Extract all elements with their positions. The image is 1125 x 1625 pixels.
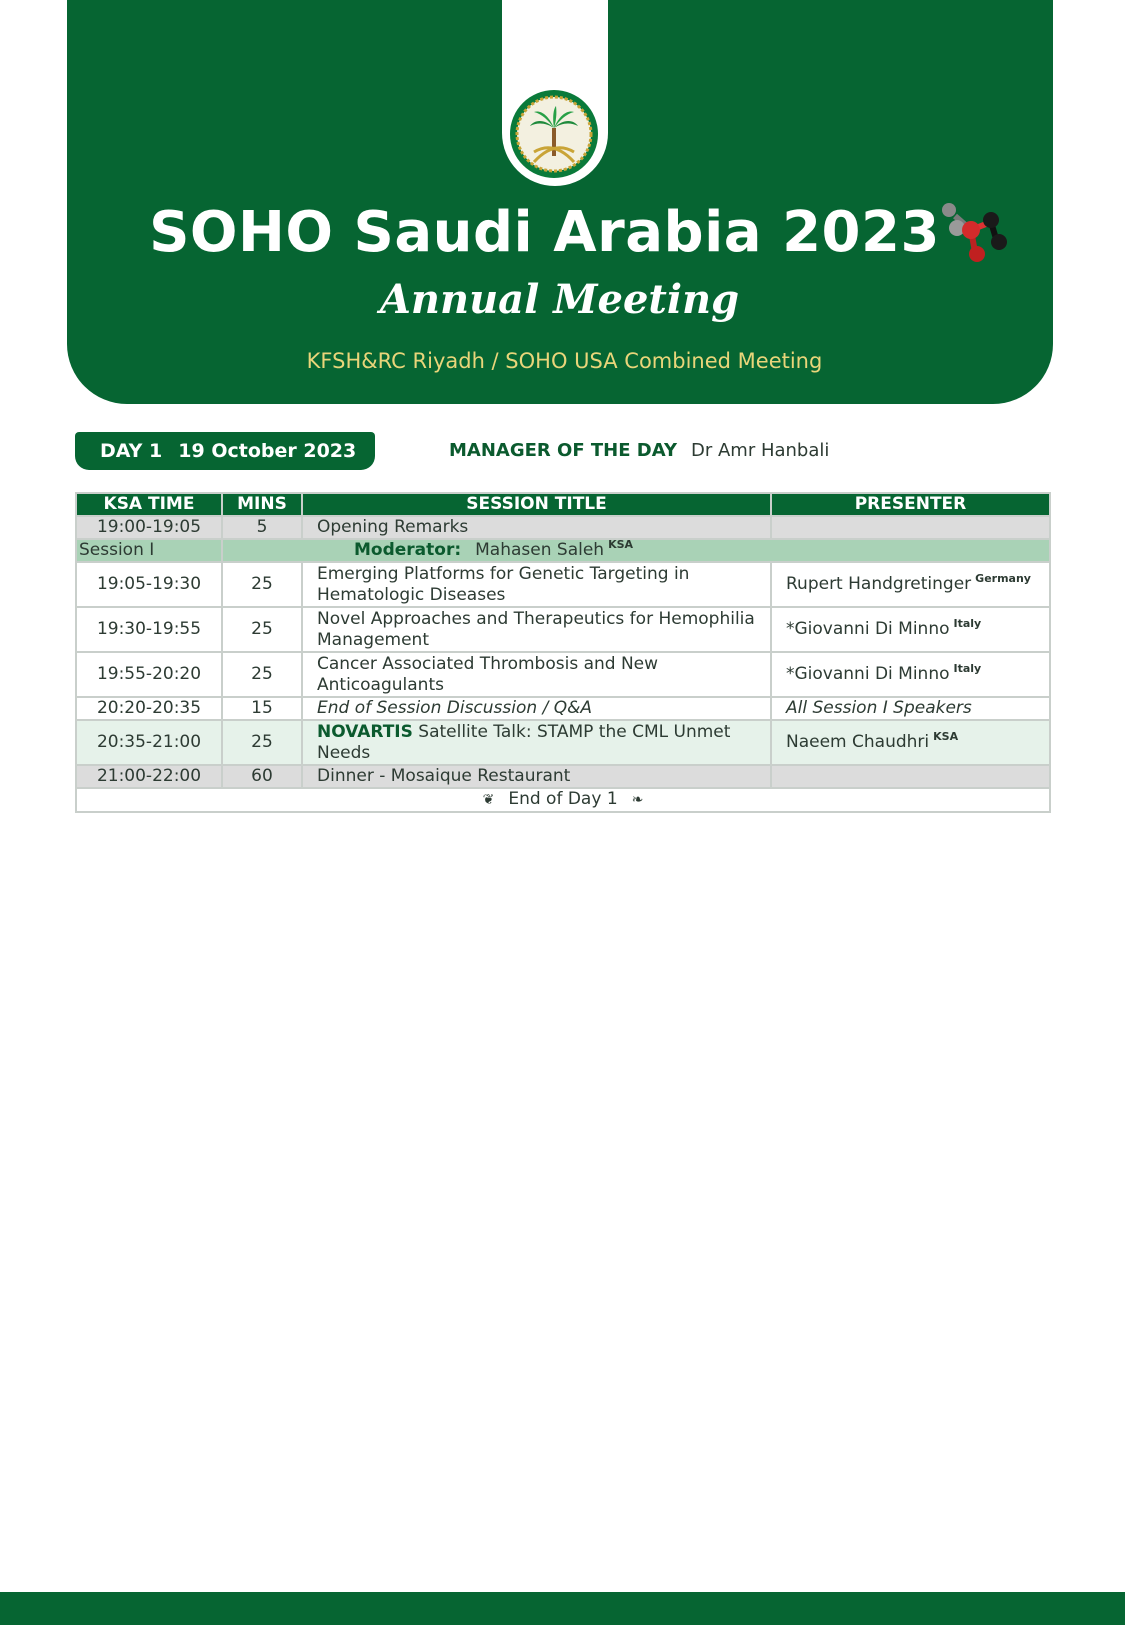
time-cell: 19:00-19:05 — [76, 516, 222, 539]
moderator-label: Moderator: — [354, 540, 462, 560]
table-row — [76, 765, 1050, 788]
title-line: Management — [317, 629, 429, 650]
header-presenter: PRESENTER — [771, 493, 1050, 516]
title-cell — [302, 562, 771, 607]
sponsor-brand: NOVARTIS — [317, 721, 413, 742]
session-row — [76, 539, 1050, 562]
page-subtitle: Annual Meeting — [379, 276, 740, 323]
table-row — [76, 607, 1050, 652]
title-line: Hematologic Diseases — [317, 584, 506, 605]
time-cell: 19:05-19:30 — [76, 562, 222, 607]
end-of-day-row — [76, 788, 1050, 812]
end-of-day-label: End of Day 1 — [508, 789, 618, 809]
manager-of-day — [449, 440, 829, 462]
day-badge — [75, 432, 375, 470]
title-line: Satellite Talk: STAMP the CML Unmet — [418, 721, 731, 742]
moderator-country: KSA — [608, 538, 634, 552]
presenter-country: Germany — [975, 572, 1031, 586]
title-cell: End of Session Discussion / Q&A — [302, 697, 771, 720]
title-line: Anticoagulants — [317, 674, 444, 695]
title-cell — [302, 607, 771, 652]
mins-cell: 25 — [222, 562, 302, 607]
table-row — [76, 720, 1050, 765]
title-line: Cancer Associated Thrombosis and New — [317, 653, 659, 674]
presenter-cell — [771, 607, 1050, 652]
table-row — [76, 652, 1050, 697]
time-cell: 20:20-20:35 — [76, 697, 222, 720]
ornament-right-icon: ❧ — [631, 792, 644, 808]
presenter-cell — [771, 765, 1050, 788]
title-cell: Dinner - Mosaique Restaurant — [302, 765, 771, 788]
presenter-cell — [771, 516, 1050, 539]
molecule-logo-icon — [935, 196, 1011, 268]
presenter-country: Italy — [953, 617, 982, 631]
presenter-name: *Giovanni Di Minno — [786, 664, 950, 684]
mins-cell: 15 — [222, 697, 302, 720]
title-line: Novel Approaches and Therapeutics for Hemophilia — [317, 608, 755, 629]
title-line: Emerging Platforms for Genetic Targeting in — [317, 563, 690, 584]
presenter-country: Italy — [953, 662, 982, 676]
title-cell: Opening Remarks — [302, 516, 771, 539]
ornament-left-icon: ❦ — [482, 792, 495, 808]
mins-cell: 25 — [222, 652, 302, 697]
end-of-day-cell — [76, 788, 1050, 812]
combined-meeting-text: KFSH&RC Riyadh / SOHO USA Combined Meeting — [306, 349, 823, 373]
title-cell — [302, 720, 771, 765]
header-mins: MINS — [222, 493, 302, 516]
presenter-name: Naeem Chaudhri — [786, 732, 930, 752]
mins-cell: 25 — [222, 607, 302, 652]
presenter-cell — [771, 652, 1050, 697]
manager-name: Dr Amr Hanbali — [691, 440, 830, 461]
presenter-name: Rupert Handgretinger — [786, 574, 972, 594]
presenter-cell: All Session I Speakers — [771, 697, 1050, 720]
manager-label: MANAGER OF THE DAY — [449, 440, 677, 461]
saudi-emblem-icon — [508, 88, 600, 180]
moderator-cell — [222, 539, 1050, 562]
title-cell — [302, 652, 771, 697]
title-line: Needs — [317, 742, 371, 763]
time-cell: 20:35-21:00 — [76, 720, 222, 765]
table-row — [76, 562, 1050, 607]
time-cell: 21:00-22:00 — [76, 765, 222, 788]
footer-bar — [0, 1592, 1125, 1625]
day-date: 19 October 2023 — [178, 440, 357, 462]
presenter-name: *Giovanni Di Minno — [786, 619, 950, 639]
moderator-name: Mahasen Saleh — [475, 540, 605, 560]
presenter-cell — [771, 720, 1050, 765]
schedule-table — [75, 492, 1051, 813]
table-row — [76, 516, 1050, 539]
header-ksa-time: KSA TIME — [76, 493, 222, 516]
table-header-row — [76, 493, 1050, 516]
session-label: Session I — [76, 539, 222, 562]
table-row — [76, 697, 1050, 720]
mins-cell: 60 — [222, 765, 302, 788]
time-cell: 19:55-20:20 — [76, 652, 222, 697]
presenter-cell — [771, 562, 1050, 607]
header-session-title: SESSION TITLE — [302, 493, 771, 516]
presenter-country: KSA — [933, 730, 959, 744]
page-title: SOHO Saudi Arabia 2023 — [149, 200, 940, 265]
mins-cell: 25 — [222, 720, 302, 765]
day-label: DAY 1 — [100, 440, 163, 462]
mins-cell: 5 — [222, 516, 302, 539]
time-cell: 19:30-19:55 — [76, 607, 222, 652]
